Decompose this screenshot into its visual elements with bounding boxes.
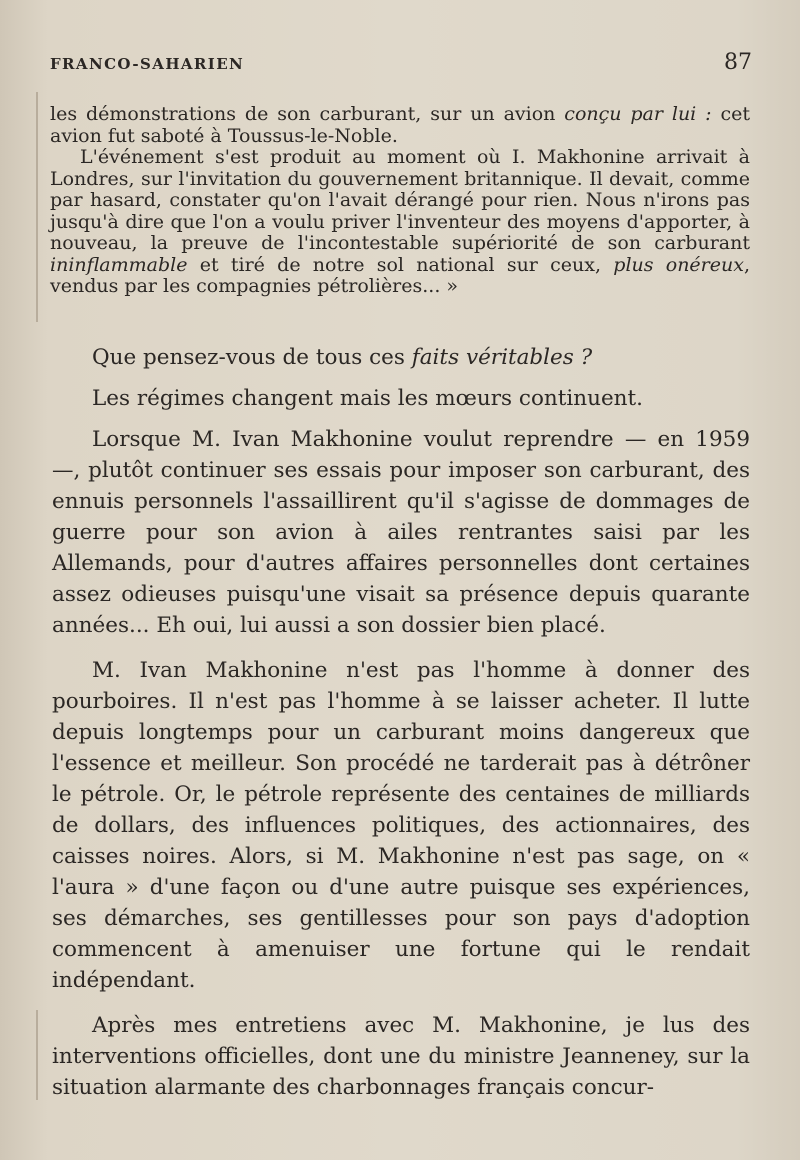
body-paragraph <box>52 342 750 373</box>
text-run: L'événement s'est produit au moment où I. Makhonine arrivait à Londres, sur l'invitation du gouvernement britannique. Il devait, comme par hasard, constater qu'on l'avait dérangé pour rien. Nous n'irons pas jusqu'à dire que l'on a voulu priver l'inventeur des moyens d'apporter, à nouveau, la preuve de l'incontestable supériorité de son carburant <box>50 146 750 254</box>
body-paragraph <box>52 424 750 641</box>
text-run: Que pensez-vous de tous ces <box>92 345 412 370</box>
page-header <box>50 50 752 75</box>
italic-run: faits véritables ? <box>411 345 593 370</box>
italic-run: plus onéreux <box>613 253 744 276</box>
quote-paragraph <box>50 104 750 147</box>
running-head: FRANCO-SAHARIEN <box>50 55 245 73</box>
body-paragraph <box>52 655 750 996</box>
text-run: , vendus par les compagnies pétrolières... » <box>50 253 751 297</box>
text-run: Après mes entretiens avec M. Makhonine, je lus des interventions officielles, dont une du ministre Jeanneney, sur la situation alarmante des charbonnages français concur- <box>52 1013 750 1100</box>
text-run: cet avion fut saboté à Toussus-le-Noble. <box>50 103 751 147</box>
body-paragraph <box>52 383 750 414</box>
text-run: Lorsque M. Ivan Makhonine voulut reprendre — en 1959 —, plutôt continuer ses essais pour imposer son carburant, des ennuis personnels l'assaillirent qu'il s'agisse de dommages de guerre pour son avion à ailes rentrantes saisi par les Allemands, pour d'autres affaires personnelles dont certaines assez odieuses puisqu'une visait sa présence depuis quarante années... Eh oui, lui aussi a son dossier bien placé. <box>52 427 750 638</box>
page-number: 87 <box>724 50 752 75</box>
text-run: et tiré de notre sol national sur ceux, <box>187 253 614 276</box>
body-paragraph <box>52 1010 750 1103</box>
quoted-passage <box>50 104 750 298</box>
quote-paragraph <box>50 147 750 298</box>
margin-pencil-mark <box>36 1010 38 1100</box>
text-run: M. Ivan Makhonine n'est pas l'homme à donner des pourboires. Il n'est pas l'homme à se laisser acheter. Il lutte depuis longtemps pour un carburant moins dangereux que l'essence et meilleur. Son procédé ne tarderait pas à détrôner le pétrole. Or, le pétrole représente des centaines de milliards de dollars, des influences politiques, des actionnaires, des caisses noires. Alors, si M. Makhonine n'est pas sage, on « l'aura » d'une façon ou d'une autre puisque ses expériences, ses démarches, ses gentillesses pour son pays d'adoption commencent à amenuiser une fortune qui le rendait indépendant. <box>52 658 750 993</box>
text-run: Les régimes changent mais les mœurs continuent. <box>92 386 643 411</box>
text-run: les démonstrations de son carburant, sur un avion <box>50 103 565 125</box>
italic-run: conçu par lui : <box>564 103 712 125</box>
italic-run: ininflammable <box>50 253 188 276</box>
body-text <box>52 342 750 1117</box>
margin-pencil-mark <box>36 92 38 322</box>
